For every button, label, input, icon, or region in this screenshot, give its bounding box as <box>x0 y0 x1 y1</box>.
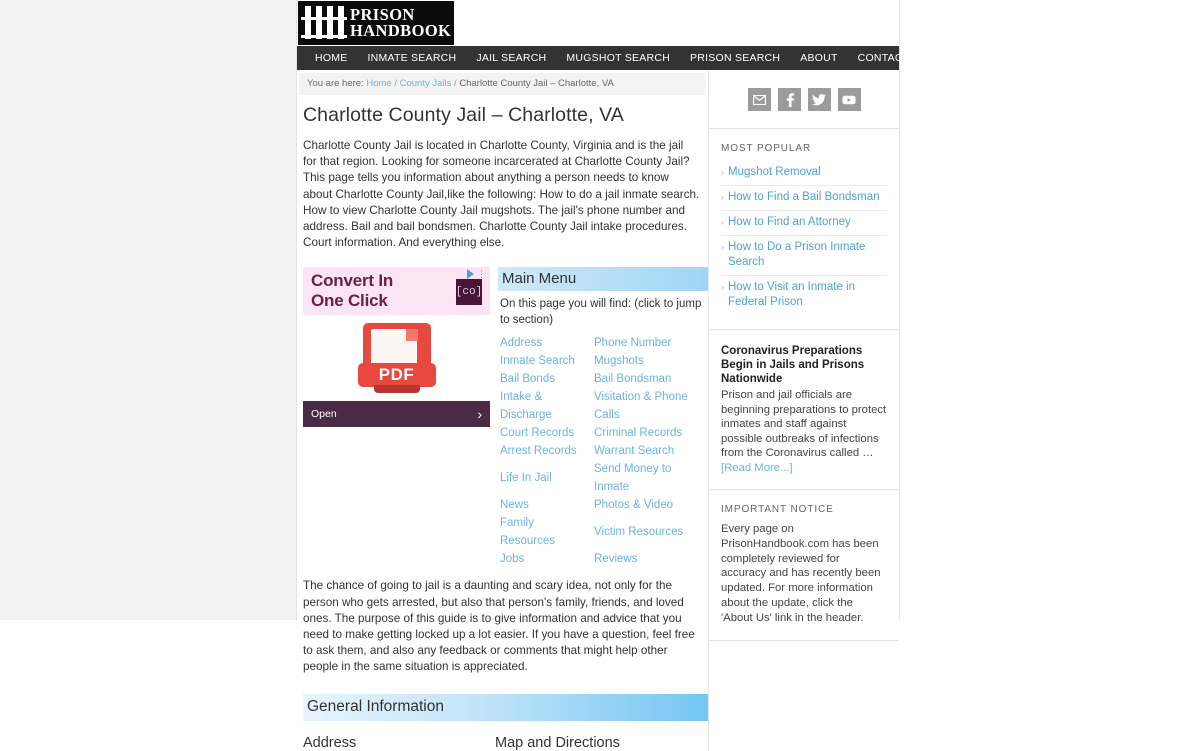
main-menu-intro: On this page you will find: (click to jump to section) <box>500 298 702 326</box>
chevron-right-icon: › <box>721 167 724 177</box>
page-title: Charlotte County Jail – Charlotte, VA <box>303 104 624 126</box>
ad-body <box>303 315 490 401</box>
menu-link-intake-discharge[interactable]: Intake & Discharge <box>500 391 552 422</box>
advertisement[interactable] <box>303 267 490 427</box>
article-excerpt <box>721 388 887 475</box>
nav-item-about[interactable]: ABOUT <box>800 52 838 64</box>
ad-headline-line-1: Convert In <box>311 271 394 291</box>
menu-link-mugshots[interactable]: Mugshots <box>594 355 644 368</box>
menu-link-reviews[interactable]: Reviews <box>594 553 638 566</box>
ad-header <box>303 267 490 315</box>
menu-link-visitation-phone-calls[interactable]: Visitation & Phone Calls <box>594 391 688 422</box>
youtube-icon[interactable] <box>838 88 861 111</box>
site-header <box>297 0 899 46</box>
ad-brand-badge: [co] <box>456 279 482 305</box>
nav-item-mugshot-search[interactable]: MUGSHOT SEARCH <box>566 52 671 64</box>
important-notice-widget <box>709 490 899 641</box>
menu-link-bail-bondsman[interactable]: Bail Bondsman <box>594 373 672 386</box>
menu-link-bail-bonds[interactable]: Bail Bonds <box>500 373 555 386</box>
popular-link-find-attorney[interactable]: How to Find an Attorney <box>728 216 851 228</box>
sidebar <box>709 70 899 751</box>
email-icon[interactable] <box>748 88 771 111</box>
breadcrumb-separator-1: / <box>394 78 397 89</box>
article-title[interactable]: Coronavirus Preparations Begin in Jails and Prisons Nationwide <box>721 345 865 385</box>
facebook-icon[interactable] <box>778 88 801 111</box>
breadcrumb-link-home[interactable]: Home <box>366 78 392 89</box>
main-menu-links <box>500 334 708 568</box>
main-navigation[interactable] <box>297 46 910 70</box>
menu-link-news[interactable]: News <box>500 499 529 512</box>
main-menu-widget <box>490 267 708 568</box>
menu-link-send-money-to-inmate[interactable]: Send Money to Inmate <box>594 463 672 494</box>
most-popular-widget <box>709 129 899 330</box>
general-information-row <box>303 735 708 751</box>
menu-link-phone-number[interactable]: Phone Number <box>594 337 672 350</box>
featured-article-widget <box>709 330 899 490</box>
logo-line-1: PRISON <box>350 5 415 24</box>
content-columns <box>297 70 899 751</box>
menu-link-arrest-records[interactable]: Arrest Records <box>500 445 577 458</box>
map-and-directions-heading: Map and Directions <box>495 734 620 751</box>
ad-headline-line-2: One Click <box>311 291 388 311</box>
nav-item-inmate-search[interactable]: INMATE SEARCH <box>367 52 457 64</box>
chevron-right-icon: › <box>721 242 724 252</box>
second-paragraph: The chance of going to jail is a daunting and scary idea, not only for the person who gets arrested, but also that person's family, friends, and loved ones. The purpose of this guide is to give information and advice that you need to make getting locked up a lot easier. If you have a question, feel free to ask them, and also any feedback or comments that might help other people in the same situation is appreciated. <box>303 579 695 674</box>
menu-link-family-resources[interactable]: Family Resources <box>500 517 555 548</box>
menu-link-victim-resources[interactable]: Victim Resources <box>594 526 684 539</box>
breadcrumb-separator-2: / <box>454 78 457 89</box>
breadcrumb-link-county-jails[interactable]: County Jails <box>399 78 452 89</box>
chevron-right-icon: › <box>721 217 724 227</box>
page-background-right <box>902 0 1200 620</box>
menu-link-warrant-search[interactable]: Warrant Search <box>594 445 675 458</box>
pdf-file-icon <box>358 319 436 399</box>
menu-link-life-in-jail[interactable]: Life In Jail <box>500 472 552 485</box>
site-container <box>296 0 910 751</box>
chevron-right-icon: › <box>477 406 482 423</box>
prison-bars-icon <box>298 1 348 45</box>
ad-open-button[interactable] <box>303 401 490 427</box>
nav-item-contact[interactable]: CONTACT <box>857 52 910 64</box>
important-notice-title: IMPORTANT NOTICE <box>721 504 834 515</box>
popular-link-find-bail-bondsman[interactable]: How to Find a Bail Bondsman <box>728 191 880 203</box>
read-more-link[interactable]: [Read More...] <box>721 461 793 474</box>
logo-line-2: HANDBOOK <box>350 21 452 40</box>
list-item[interactable] <box>721 186 887 211</box>
adchoices-control[interactable] <box>467 269 486 279</box>
breadcrumb <box>299 73 706 95</box>
important-notice-body: Every page on PrisonHandbook.com has been completely reviewed for accuracy and has recently been updated. For more information about the update, click the 'About Us' link in the header. <box>721 523 881 624</box>
social-links <box>709 70 899 129</box>
menu-link-address[interactable]: Address <box>500 337 543 350</box>
list-item[interactable] <box>721 276 887 315</box>
article-excerpt-text: Prison and jail officials are beginning preparations to protect inmates and staff against possible outbreaks of infections from the Coronavirus called … <box>721 389 887 459</box>
menu-link-photos-video[interactable]: Photos & Video <box>594 499 674 512</box>
list-item[interactable] <box>721 236 887 276</box>
ad-headline <box>311 271 393 311</box>
address-heading: Address <box>303 734 357 751</box>
pdf-icon-label: PDF <box>358 363 436 387</box>
popular-link-visit-inmate-federal-prison[interactable]: How to Visit an Inmate in Federal Prison <box>728 281 855 308</box>
twitter-icon[interactable] <box>808 88 831 111</box>
most-popular-list <box>721 161 887 315</box>
page-background-left <box>0 0 296 620</box>
popular-link-prison-inmate-search[interactable]: How to Do a Prison Inmate Search <box>728 241 866 268</box>
intro-paragraph: Charlotte County Jail is located in Charlotte County, Virginia and is the jail for that region. Looking for someone incarcerated at Charlotte County Jail? This page tells you information about anything a person needs to know about Charlotte County Jail,like the following: How to do a jail inmate search. How to view Charlotte County Jail mugshots. The jail's phone number and address. Bail and bail bondsmen. Charlotte County Jail intake procedures. Court information. And everything else. <box>303 139 700 250</box>
site-logo-text <box>348 7 451 39</box>
site-logo[interactable] <box>298 1 454 45</box>
main-menu-heading: Main Menu <box>498 267 708 291</box>
menu-link-court-records[interactable]: Court Records <box>500 427 575 440</box>
ad-options-icon[interactable]: ⋮ <box>477 268 486 279</box>
chevron-right-icon: › <box>721 192 724 202</box>
nav-item-home[interactable]: HOME <box>315 52 348 64</box>
adchoices-triangle-icon[interactable] <box>467 269 474 279</box>
chevron-right-icon: › <box>721 282 724 292</box>
breadcrumb-current: Charlotte County Jail – Charlotte, VA <box>459 78 614 89</box>
main-content <box>297 70 709 751</box>
general-information-heading: General Information <box>303 694 708 721</box>
menu-link-criminal-records[interactable]: Criminal Records <box>594 427 683 440</box>
nav-item-prison-search[interactable]: PRISON SEARCH <box>690 52 781 64</box>
list-item[interactable] <box>721 211 887 236</box>
menu-link-inmate-search[interactable]: Inmate Search <box>500 355 575 368</box>
ad-open-label: Open <box>311 408 337 421</box>
breadcrumb-prefix: You are here: <box>307 78 364 89</box>
popular-link-mugshot-removal[interactable]: Mugshot Removal <box>728 166 821 178</box>
menu-link-jobs[interactable]: Jobs <box>500 553 525 566</box>
list-item[interactable] <box>721 161 887 186</box>
most-popular-title: MOST POPULAR <box>721 143 812 154</box>
nav-item-jail-search[interactable]: JAIL SEARCH <box>476 52 547 64</box>
ad-and-menu-row <box>297 267 708 568</box>
